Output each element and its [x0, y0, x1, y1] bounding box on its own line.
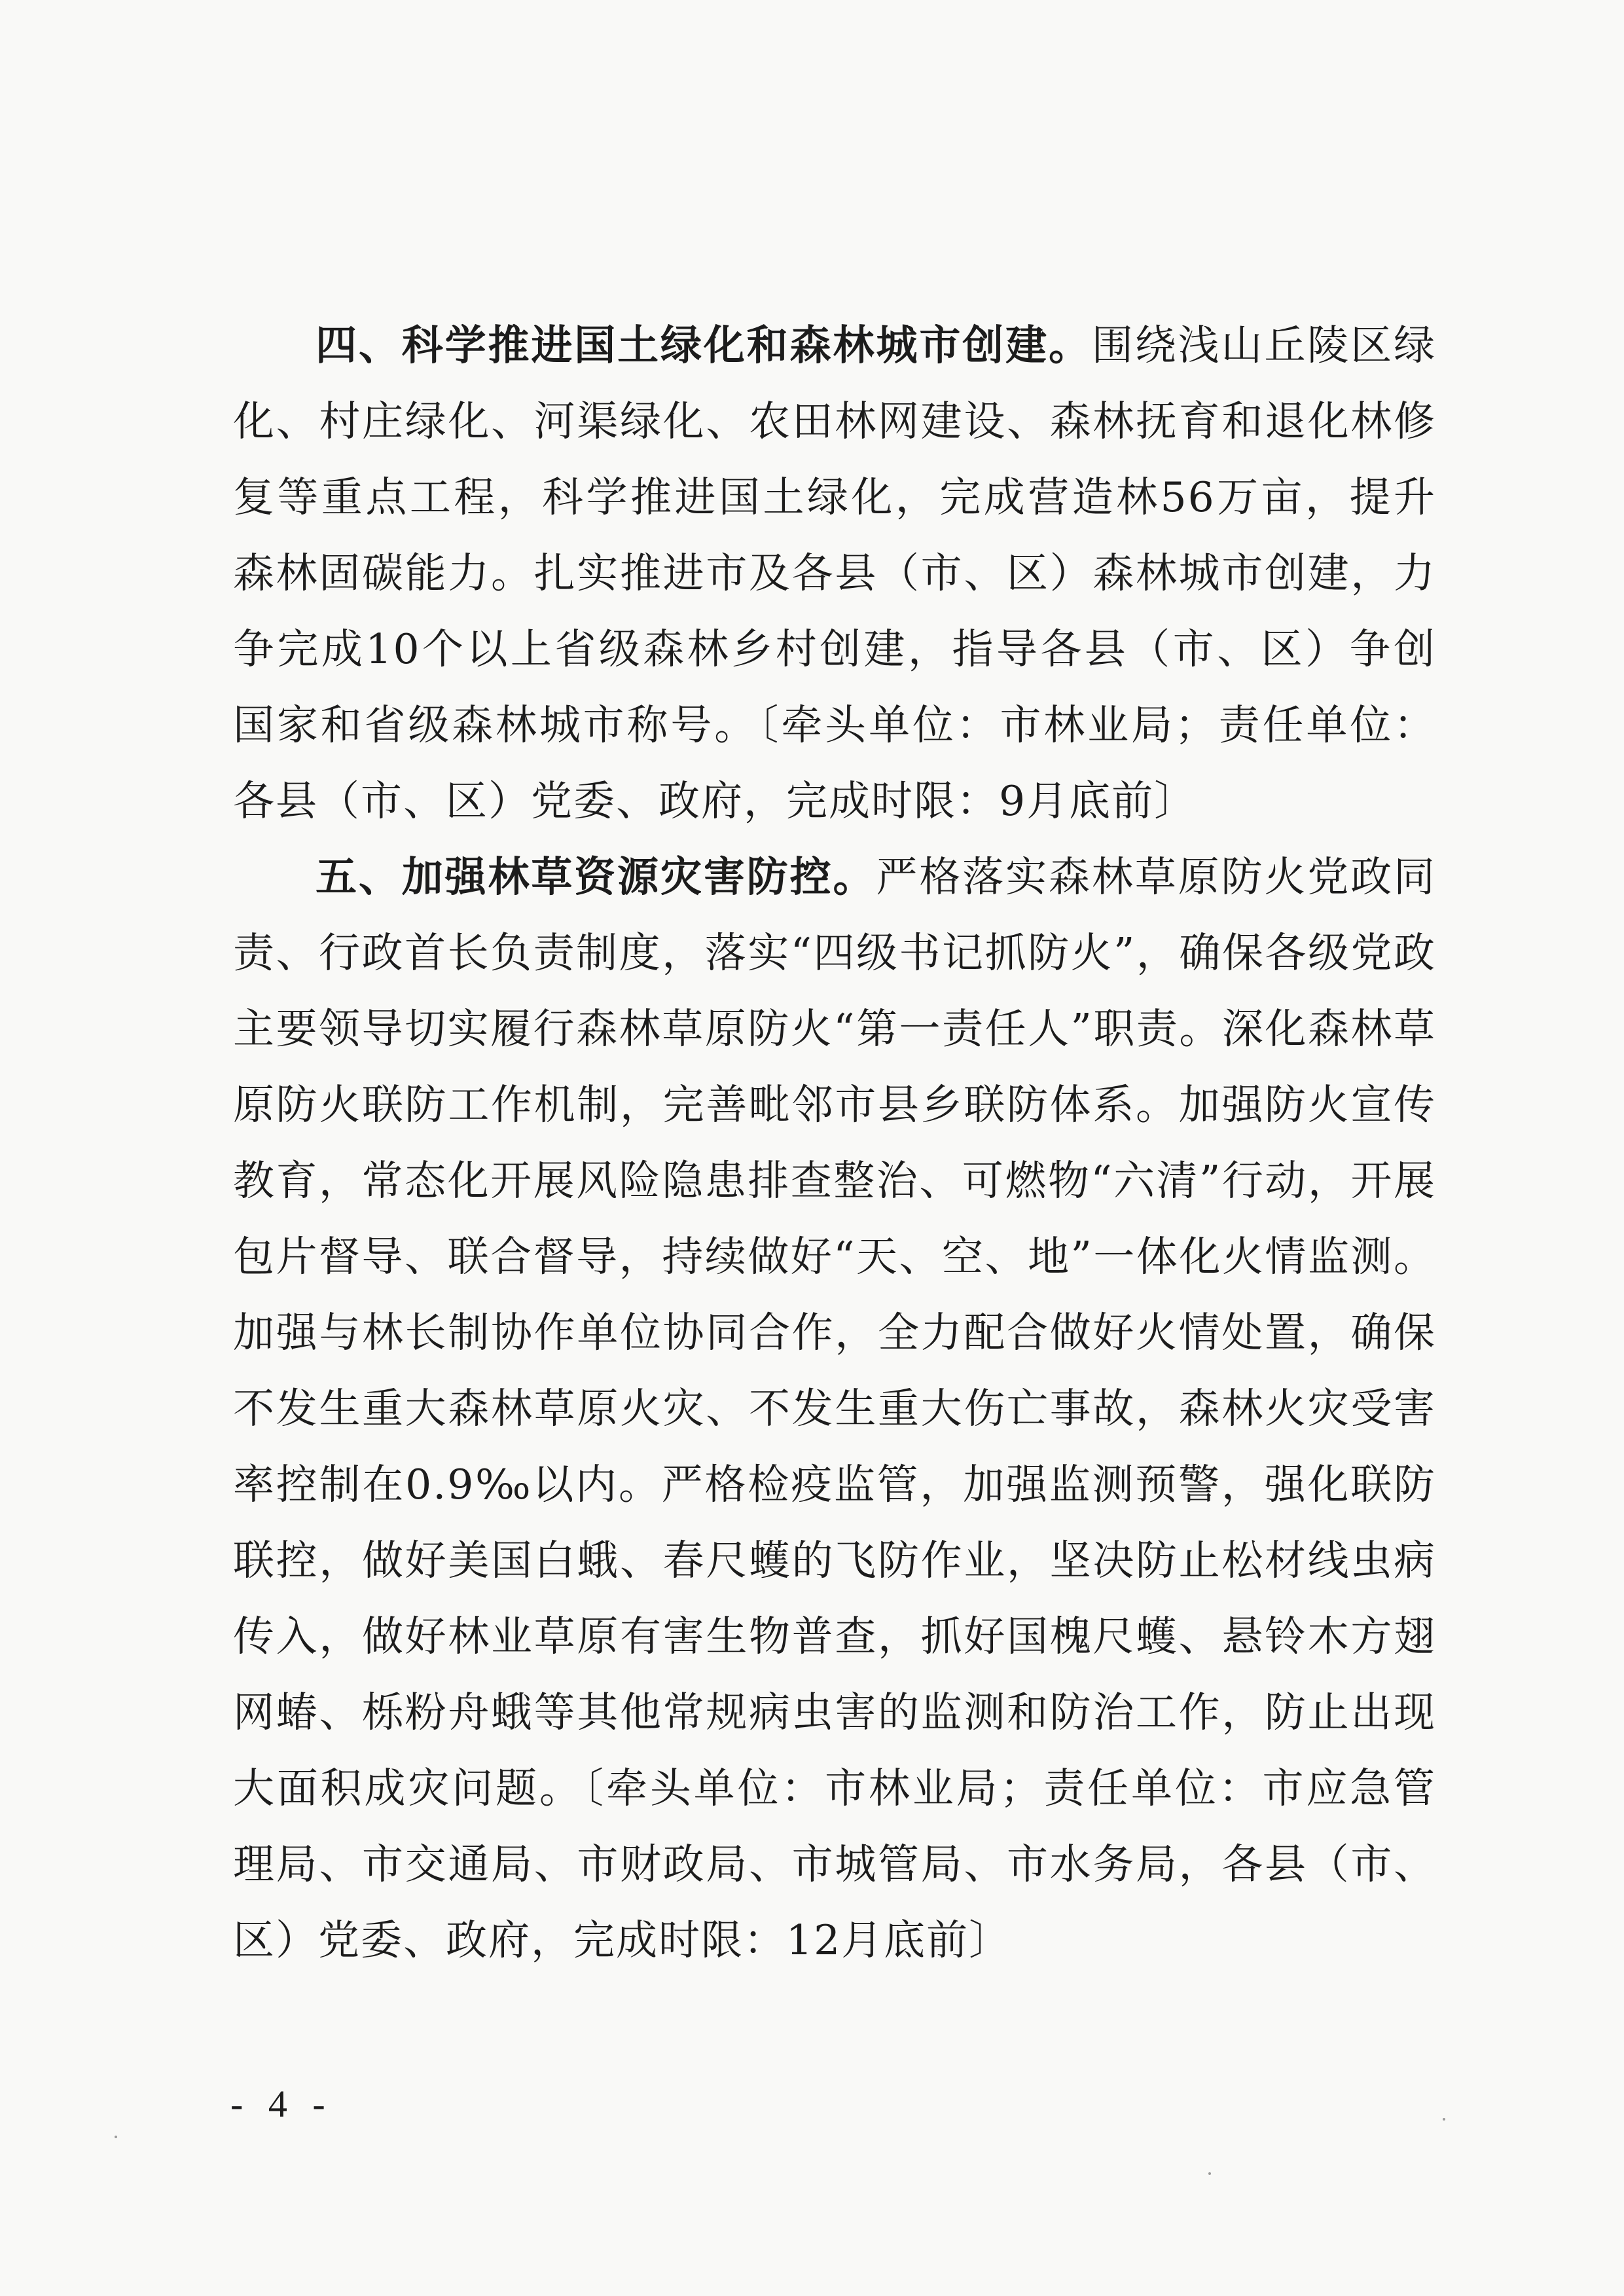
scan-speck	[1443, 2118, 1445, 2121]
paragraph-4	[233, 308, 1436, 839]
document-body	[233, 308, 1436, 1978]
paragraph-4-heading: 四、科学推进国土绿化和森林城市创建。	[316, 321, 1092, 369]
paragraph-5-body: 严格落实森林草原防火党政同责、行政首长负责制度，落实“四级书记抓防火”，确保各级党政主要领导切实履行森林草原防火“第一责任人”职责。深化森林草原防火联防工作机制，完善毗邻市县乡联防体系。加强防火宣传教育，常态化开展风险隐患排查整治、可燃物“六清”行动，开展包片督导、联合督导，持续做好“天、空、地”一体化火情监测。加强与林长制协作单位协同合作，全力配合做好火情处置，确保不发生重大森林草原火灾、不发生重大伤亡事故，森林火灾受害率控制在0.9‰以内。严格检疫监管，加强监测预警，强化联防联控，做好美国白蛾、春尺蠖的飞防作业，坚决防止松材线虫病传入，做好林业草原有害生物普查，抓好国槐尺蠖、悬铃木方翅网蝽、栎粉舟蛾等其他常规病虫害的监测和防治工作，防止出现大面积成灾问题。〔牵头单位：市林业局；责任单位：市应急管理局、市交通局、市财政局、市城管局、市水务局，各县（市、区）党委、政府，完成时限：12月底前〕	[233, 853, 1437, 1964]
scan-speck	[115, 2136, 117, 2138]
paragraph-4-body: 围绕浅山丘陵区绿化、村庄绿化、河渠绿化、农田林网建设、森林抚育和退化林修复等重点工程，科学推进国土绿化，完成营造林56万亩，提升森林固碳能力。扎实推进市及各县（市、区）森林城市创建，力争完成10个以上省级森林乡村创建，指导各县（市、区）争创国家和省级森林城市称号。〔牵头单位：市林业局；责任单位：各县（市、区）党委、政府，完成时限：9月底前〕	[233, 321, 1437, 825]
page-number: - 4 -	[230, 2083, 333, 2125]
scan-speck	[1208, 2172, 1211, 2175]
paragraph-5-heading: 五、加强林草资源灾害防控。	[316, 853, 876, 901]
paragraph-5	[233, 839, 1436, 1978]
